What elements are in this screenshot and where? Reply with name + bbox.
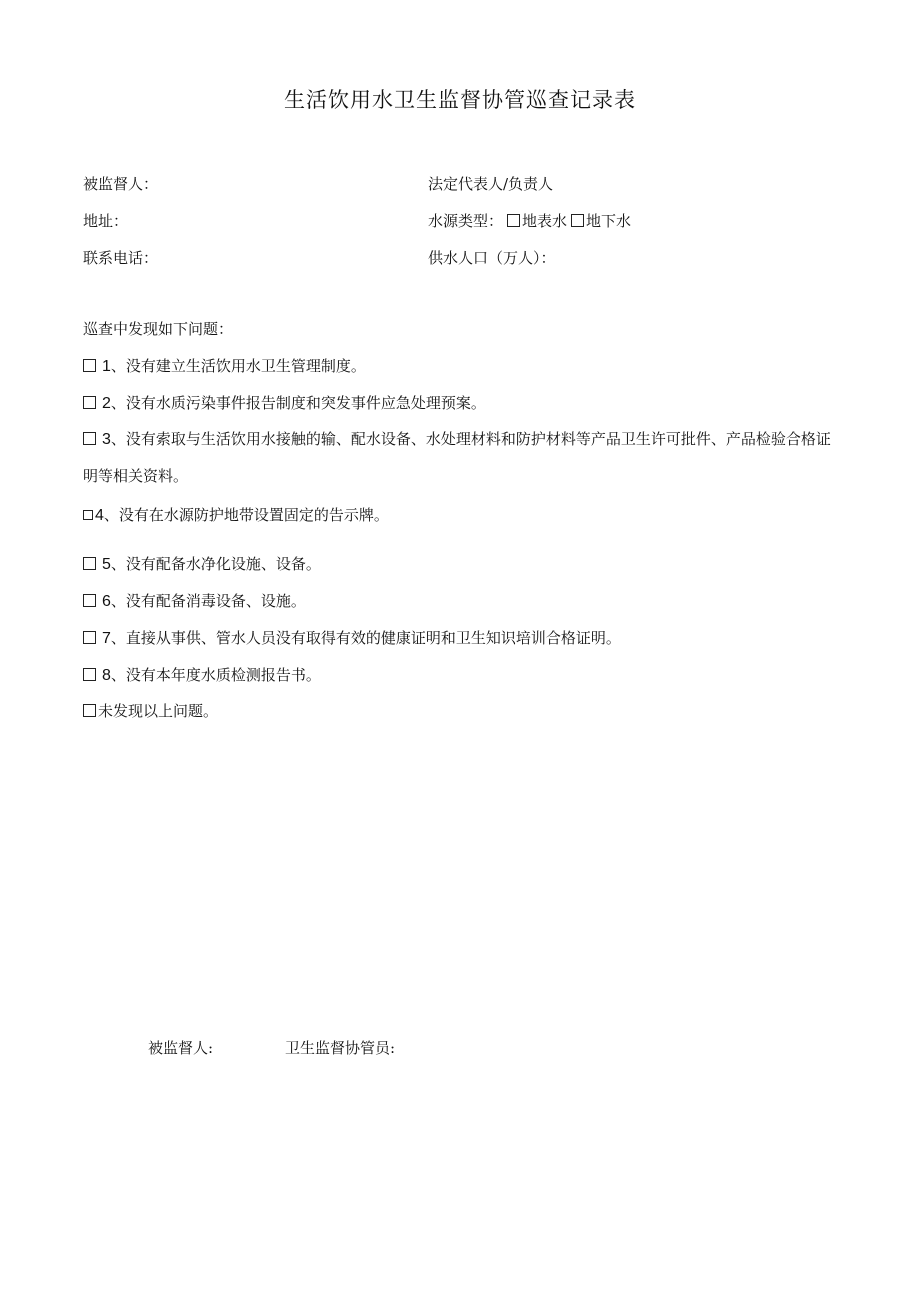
issue-item-5 bbox=[83, 546, 833, 583]
issue-item-2 bbox=[83, 385, 833, 422]
issue-4-number: 4 bbox=[95, 507, 104, 524]
issue-8-number: 8 bbox=[102, 667, 111, 684]
issue-5-number: 5 bbox=[102, 556, 111, 573]
issue-item-6 bbox=[83, 583, 833, 620]
water-source-type-label: 水源类型： bbox=[428, 212, 504, 230]
issue-item-8 bbox=[83, 657, 833, 694]
groundwater-label: 地下水 bbox=[586, 212, 632, 230]
issue-5-text: 、没有配备水净化设施、设备。 bbox=[110, 555, 321, 573]
issue-3-number: 3 bbox=[102, 431, 111, 448]
issue-1-text: 、没有建立生活饮用水卫生管理制度。 bbox=[110, 357, 366, 375]
issue-item-4 bbox=[83, 497, 833, 534]
issue-3-text: 、没有索取与生活饮用水接触的输、配水设备、水处理材料和防护材料等产品卫生许可批件、产品检验合格证明等相关资料。 bbox=[83, 430, 831, 485]
issue-item-3 bbox=[83, 421, 833, 494]
inspector-signature: 卫生监督协管员: bbox=[285, 1039, 396, 1057]
issue-1-number: 1 bbox=[102, 358, 111, 375]
issue-3-checkbox[interactable] bbox=[83, 432, 96, 445]
address-field: 地址： bbox=[83, 212, 129, 230]
issue-7-text: 、直接从事供、管水人员没有取得有效的健康证明和卫生知识培训合格证明。 bbox=[110, 629, 621, 647]
issue-2-text: 、没有水质污染事件报告制度和突发事件应急处理预案。 bbox=[110, 394, 486, 412]
issue-4-checkbox[interactable] bbox=[83, 510, 93, 520]
no-issue-checkbox[interactable] bbox=[83, 704, 96, 717]
issue-1-checkbox[interactable] bbox=[83, 359, 96, 372]
issue-2-checkbox[interactable] bbox=[83, 396, 96, 409]
water-source-type-field bbox=[428, 210, 631, 232]
issue-8-text: 、没有本年度水质检测报告书。 bbox=[110, 666, 321, 684]
supervised-person-field: 被监督人： bbox=[83, 175, 159, 193]
issues-heading: 巡查中发现如下问题： bbox=[83, 320, 234, 338]
population-field: 供水人口（万人）： bbox=[428, 249, 556, 267]
groundwater-checkbox[interactable] bbox=[571, 214, 584, 227]
issue-7-number: 7 bbox=[102, 630, 111, 647]
phone-field: 联系电话： bbox=[83, 249, 159, 267]
issue-item-7 bbox=[83, 620, 833, 657]
no-issue-item bbox=[83, 693, 833, 729]
issue-8-checkbox[interactable] bbox=[83, 668, 96, 681]
issue-7-checkbox[interactable] bbox=[83, 631, 96, 644]
issue-4-text: 、没有在水源防护地带设置固定的告示牌。 bbox=[103, 506, 389, 524]
no-issue-text: 未发现以上问题。 bbox=[98, 702, 219, 720]
issue-6-number: 6 bbox=[102, 593, 111, 610]
surface-water-label: 地表水 bbox=[522, 212, 568, 230]
issue-5-checkbox[interactable] bbox=[83, 557, 96, 570]
issue-2-number: 2 bbox=[102, 395, 111, 412]
issue-6-text: 、没有配备消毒设备、设施。 bbox=[110, 592, 306, 610]
issue-6-checkbox[interactable] bbox=[83, 594, 96, 607]
issue-item-1 bbox=[83, 348, 833, 385]
page-title: 生活饮用水卫生监督协管巡查记录表 bbox=[284, 88, 636, 112]
surface-water-checkbox[interactable] bbox=[507, 214, 520, 227]
supervised-person-signature: 被监督人: bbox=[148, 1039, 214, 1057]
legal-representative-field: 法定代表人/负责人 bbox=[428, 175, 554, 193]
